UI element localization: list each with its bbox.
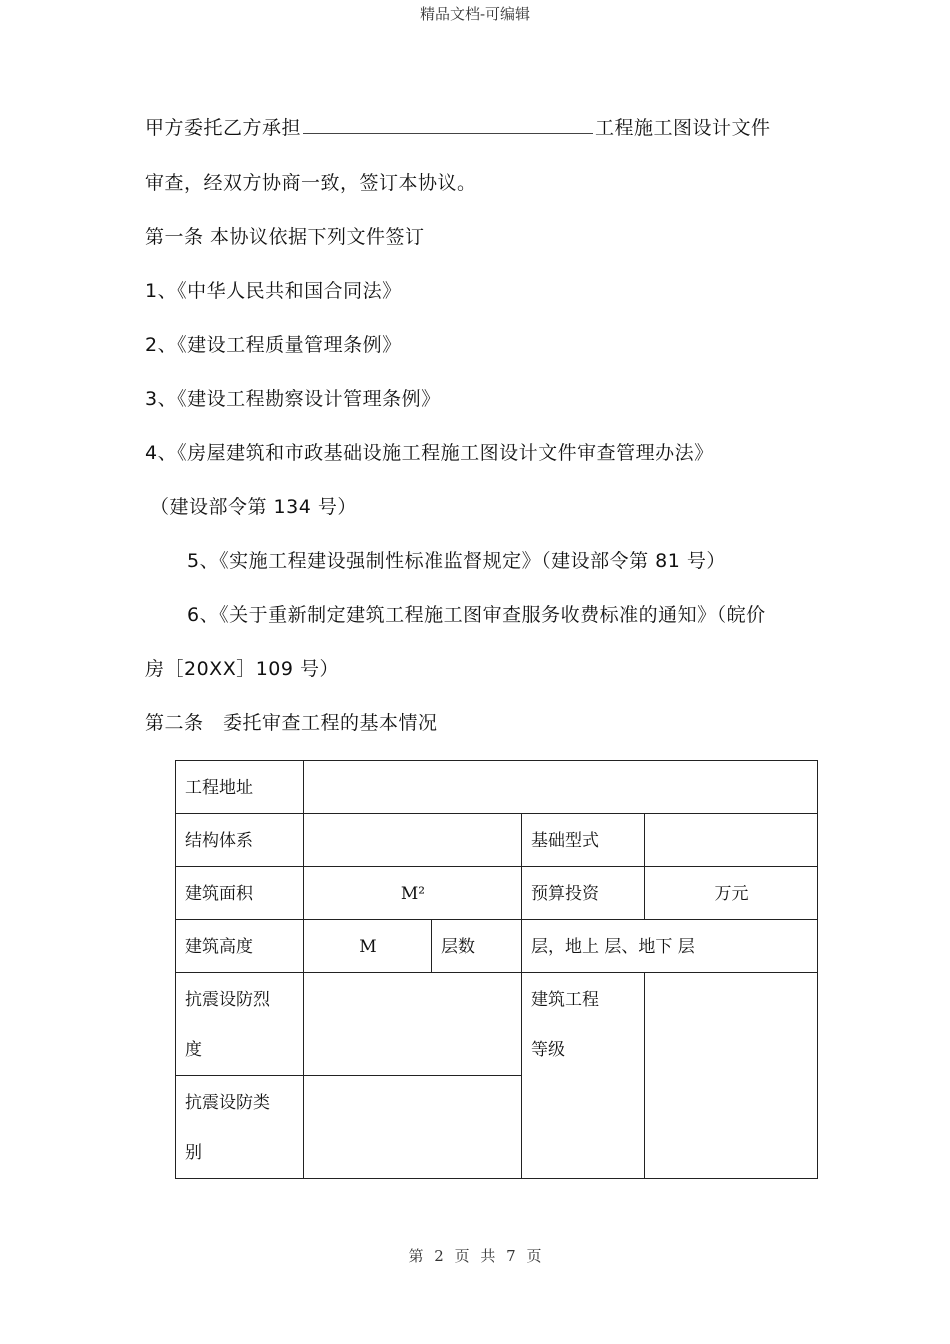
project-info-table — [175, 760, 818, 1179]
row-seismic-intensity — [176, 973, 818, 1076]
article1-title: 第一条 本协议依据下列文件签订 — [145, 226, 425, 248]
foundation-value — [645, 814, 818, 867]
seismic-category-label — [176, 1076, 304, 1179]
seismic-intensity-value — [304, 973, 522, 1076]
article1-item-1: 1、《中华人民共和国合同法》 — [145, 280, 402, 302]
floors-label: 层数 — [432, 920, 522, 973]
area-unit: M² — [304, 867, 522, 920]
article1-item-4: 4、《房屋建筑和市政基础设施工程施工图设计文件审查管理办法》 — [145, 442, 714, 464]
row-address — [176, 761, 818, 814]
article1-item-2: 2、《建设工程质量管理条例》 — [145, 334, 402, 356]
row-height — [176, 920, 818, 973]
seismic-category-value — [304, 1076, 522, 1179]
grade-value — [645, 973, 818, 1179]
grade-label — [522, 973, 645, 1179]
article1-item-6: 6、《关于重新制定建筑工程施工图审查服务收费标准的通知》（皖价 — [187, 604, 766, 626]
article1-item-4-cont: （建设部令第 134 号） — [150, 496, 357, 518]
grade-label-line-1: 建筑工程 — [531, 990, 599, 1010]
seismic-category-label-line-1: 抗震设防类 — [185, 1093, 270, 1113]
floors-value: 层，地上 层、地下 层 — [522, 920, 818, 973]
address-value — [304, 761, 818, 814]
intro-part2: 工程施工图设计文件 — [595, 117, 771, 139]
budget-label: 预算投资 — [522, 867, 645, 920]
seismic-category-label-line-2: 别 — [185, 1143, 202, 1163]
height-unit: M — [304, 920, 432, 973]
address-label: 工程地址 — [176, 761, 304, 814]
area-label: 建筑面积 — [176, 867, 304, 920]
project-name-blank — [303, 132, 593, 134]
page-header: 精品文档-可编辑 — [419, 5, 531, 23]
seismic-intensity-label — [176, 973, 304, 1076]
article2-title: 第二条 委托审查工程的基本情况 — [145, 712, 438, 734]
intro-line-2: 审查，经双方协商一致，签订本协议。 — [145, 172, 477, 194]
article1-item-5: 5、《实施工程建设强制性标准监督规定》（建设部令第 81 号） — [187, 550, 726, 572]
row-structure — [176, 814, 818, 867]
height-label: 建筑高度 — [176, 920, 304, 973]
seismic-intensity-label-line-2: 度 — [185, 1040, 202, 1060]
page-footer: 第 2 页 共 7 页 — [408, 1247, 542, 1265]
foundation-label: 基础型式 — [522, 814, 645, 867]
grade-label-line-2: 等级 — [531, 1040, 565, 1060]
budget-unit: 万元 — [645, 867, 818, 920]
structure-label: 结构体系 — [176, 814, 304, 867]
article1-item-6-cont: 房［20XX］109 号） — [145, 658, 340, 680]
intro-line-1 — [145, 113, 771, 140]
article1-item-3: 3、《建设工程勘察设计管理条例》 — [145, 388, 441, 410]
structure-value — [304, 814, 522, 867]
row-area — [176, 867, 818, 920]
seismic-intensity-label-line-1: 抗震设防烈 — [185, 990, 270, 1010]
intro-part1: 甲方委托乙方承担 — [145, 117, 302, 139]
